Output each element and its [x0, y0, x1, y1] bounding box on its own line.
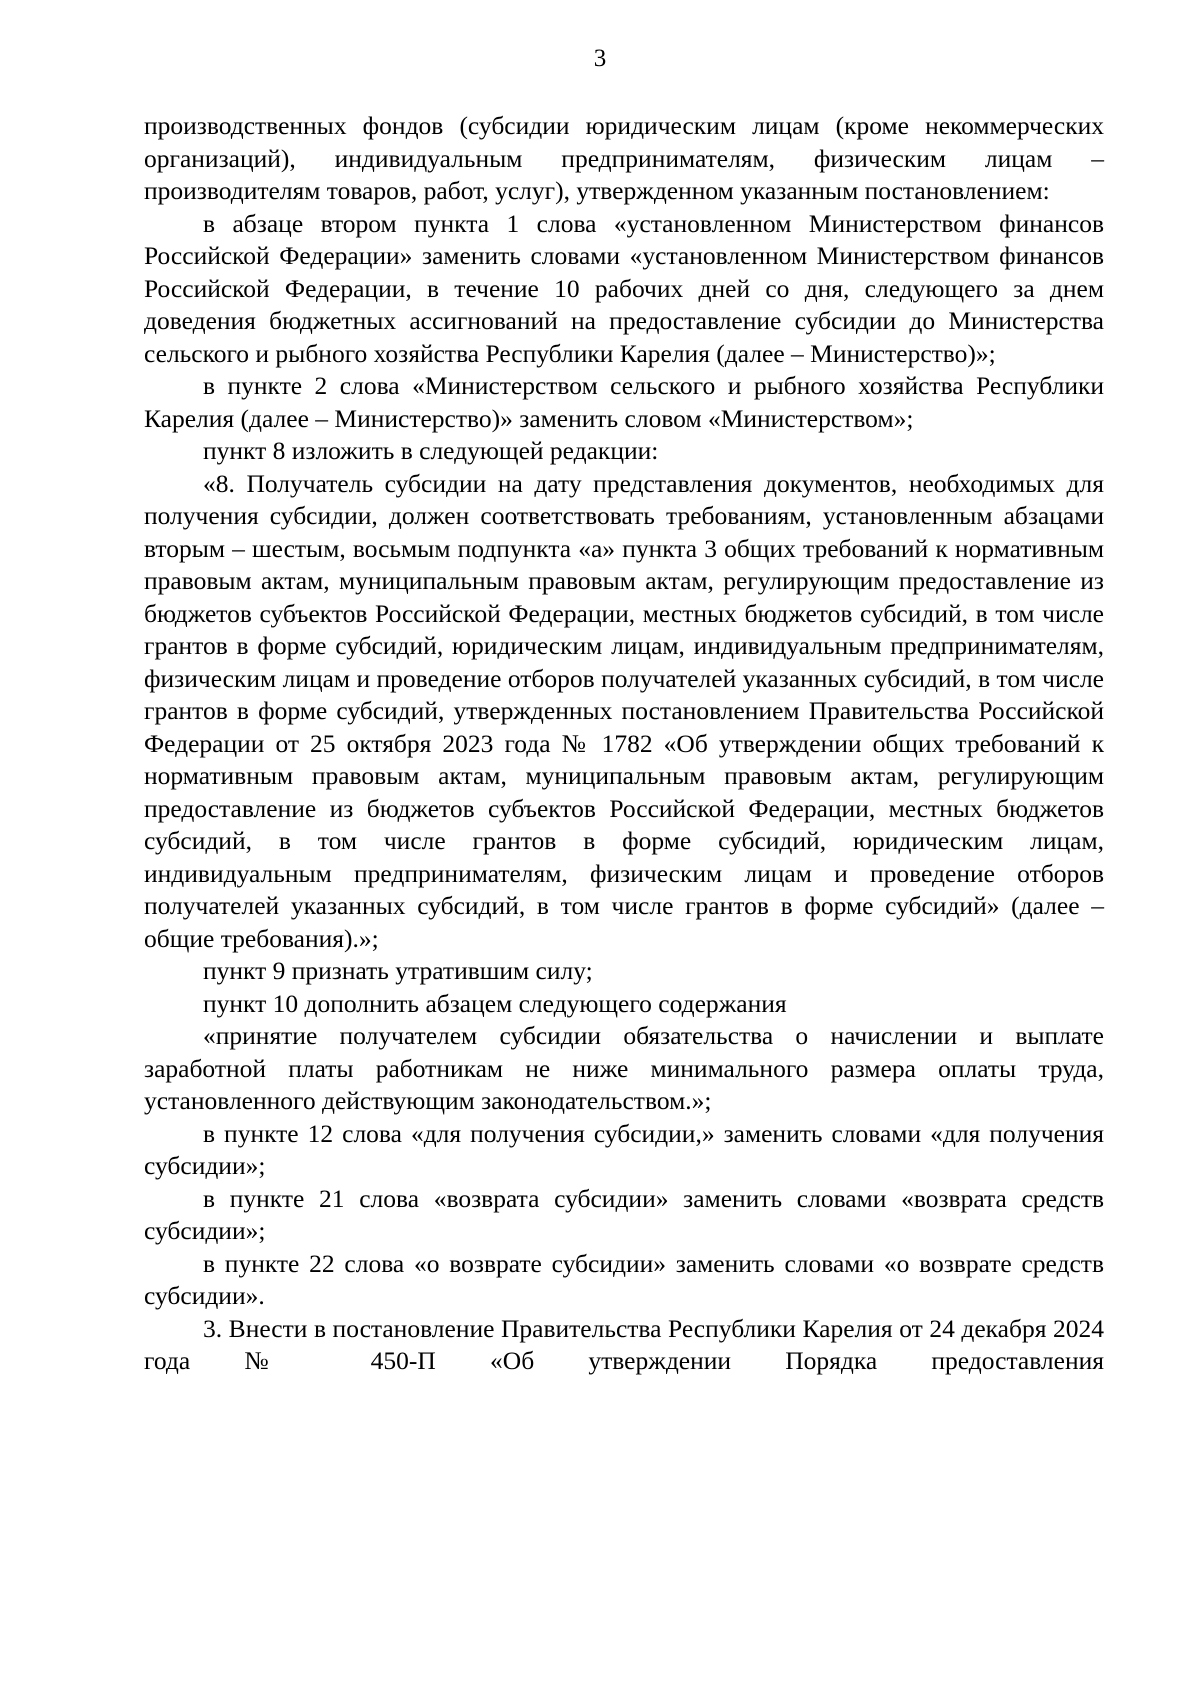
paragraph: пункт 10 дополнить абзацем следующего содержания — [203, 988, 787, 1018]
paragraph: пункт 9 признать утратившим силу; — [203, 956, 593, 985]
page-number: 3 — [593, 45, 607, 72]
paragraph: в пункте 2 слова «Министерством сельского и рыбного хозяйства Республики Карелия (далее – Министерство)» заменить словом «Министерством»; — [144, 371, 1104, 433]
paragraph: пункт 8 изложить в следующей редакции: — [203, 436, 659, 465]
paragraph: в пункте 12 слова «для получения субсидии,» заменить словами «для получения субсидии»; — [144, 1118, 1104, 1180]
document-body — [144, 110, 1104, 1378]
paragraph: 3. Внести в постановление Правительства Республики Карелия от 24 декабря 2024 года № 450-П «Об утверждении Порядка предоставления — [144, 1313, 1104, 1375]
paragraph: в абзаце втором пункта 1 слова «установленном Министерством финансов Российской Федерации» заменить словами «установленном Министерством финансов Российской Федерации, в течение 10 рабочих дней со дня, следующего за днем доведения бюджетных ассигнований на предоставление субсидии до Министерства сельского и рыбного хозяйства Республики Карелия (далее – Министерство)»; — [144, 208, 1104, 368]
paragraph: в пункте 22 слова «о возврате субсидии» заменить словами «о возврате средств субсидии». — [144, 1248, 1104, 1310]
paragraph: «8. Получатель субсидии на дату представления документов, необходимых для получения субсидии, должен соответствовать требованиям, установленным абзацами вторым – шестым, восьмым подпункта «а» пункта 3 общих требований к нормативным правовым актам, муниципальным правовым актам, регулирующим предоставление из бюджетов субъектов Российской Федерации, местных бюджетов субсидий, в том числе грантов в форме субсидий, юридическим лицам, индивидуальным предпринимателям, физическим лицам и проведение отборов получателей указанных субсидий, в том числе грантов в форме субсидий, утвержденных постановлением Правительства Российской Федерации от 25 октября 2023 года № 1782 «Об утверждении общих требований к нормативным правовым актам, муниципальным правовым актам, регулирующим предоставление из бюджетов субъектов Российской Федерации, местных бюджетов субсидий, в том числе грантов в форме субсидий, юридическим лицам, индивидуальным предпринимателям, физическим лицам и проведение отборов получателей указанных субсидий, в том числе грантов в форме субсидий» (далее – общие требования).»; — [144, 468, 1104, 953]
paragraph: производственных фондов (субсидии юридическим лицам (кроме некоммерческих организаций), индивидуальным предпринимателям, физическим лицам – производителям товаров, работ, услуг), утвержденном указанным постановлением: — [144, 111, 1104, 205]
paragraph: в пункте 21 слова «возврата субсидии» заменить словами «возврата средств субсидии»; — [144, 1183, 1104, 1245]
paragraph: «принятие получателем субсидии обязательства о начислении и выплате заработной платы работникам не ниже минимального размера оплаты труда, установленного действующим законодательством.»; — [144, 1021, 1104, 1115]
